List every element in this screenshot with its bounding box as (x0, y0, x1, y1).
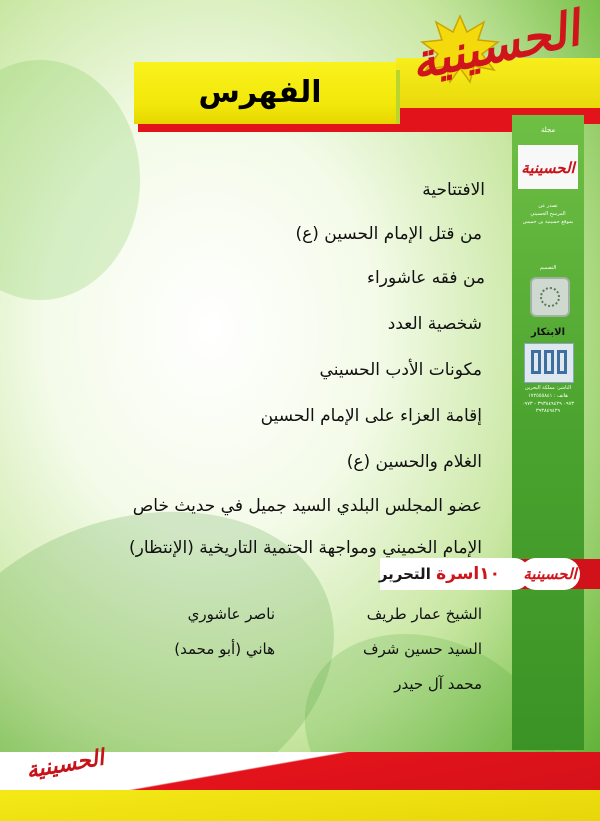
toc-item[interactable]: إقامة العزاء على الإمام الحسين (260, 406, 482, 426)
toc-item[interactable]: الغلام والحسين (ع) (346, 452, 482, 472)
editor-name: هاني (أبو محمد) (174, 640, 275, 658)
toc-item[interactable]: الإمام الخميني ومواجهة الحتمية التاريخية (الإنتظار) (129, 538, 482, 558)
design-label: التصميم (539, 265, 557, 271)
page-title: الفهرس (198, 75, 322, 110)
editor-name: محمد آل حيدر (394, 675, 482, 693)
editor-name: الشيخ عمار طريف (366, 605, 482, 623)
editorial-title (360, 564, 500, 584)
ebtkar-label: الابتكار (530, 327, 566, 338)
side-caption-1: تصدر عن (538, 203, 558, 209)
header-red-stripe (138, 124, 528, 132)
toc-item[interactable]: عضو المجلس البلدي السيد جميل في حديث خاص (132, 496, 482, 516)
ebtkar-logo-icon (524, 343, 574, 383)
ebtkar-caption-1: الناشر: مملكة البحرين (524, 385, 572, 391)
side-mini-logo: الحسينية (521, 159, 575, 177)
toc-item[interactable]: مكونات الأدب الحسيني (319, 360, 482, 380)
bottom-yellow-band (0, 790, 600, 821)
side-label-top: مجلة (540, 126, 556, 134)
editor-name: السيد حسين شرف (362, 640, 482, 658)
toc-item[interactable]: من فقه عاشوراء (367, 268, 485, 288)
ebtkar-caption-2: هاتف : ١٧٢٥٥٥٨٤١ (528, 393, 568, 399)
side-info-strip (512, 115, 584, 750)
brand-logo: الحسينية (405, 0, 585, 92)
editorial-number: ١٠ (479, 564, 500, 584)
editorial-title-strong: اسرة (436, 564, 480, 584)
toc-item[interactable]: من قتل الإمام الحسين (ع) (295, 224, 482, 244)
editor-name: ناصر عاشوري (187, 605, 275, 623)
bottom-brand-logo: الحسينية (24, 744, 106, 784)
side-caption-3: بموقع حسينية بن خميس (522, 219, 574, 225)
toc-item[interactable]: شخصية العدد (387, 314, 482, 334)
side-caption-2: المرسح الحسيني (530, 211, 566, 217)
editorial-title-rest: التحرير (378, 565, 431, 583)
design-emblem-icon (530, 277, 570, 317)
toc-item[interactable]: الافتتاحية (422, 180, 485, 200)
ebtkar-caption-3: ٠٩٧٣ ٣٩٣٨٤٩٤٢٩ - ٠٩٧٣ ٣٩٣٨٤٩٤٢٩ (521, 401, 575, 414)
editorial-logo: الحسينية (520, 558, 580, 590)
